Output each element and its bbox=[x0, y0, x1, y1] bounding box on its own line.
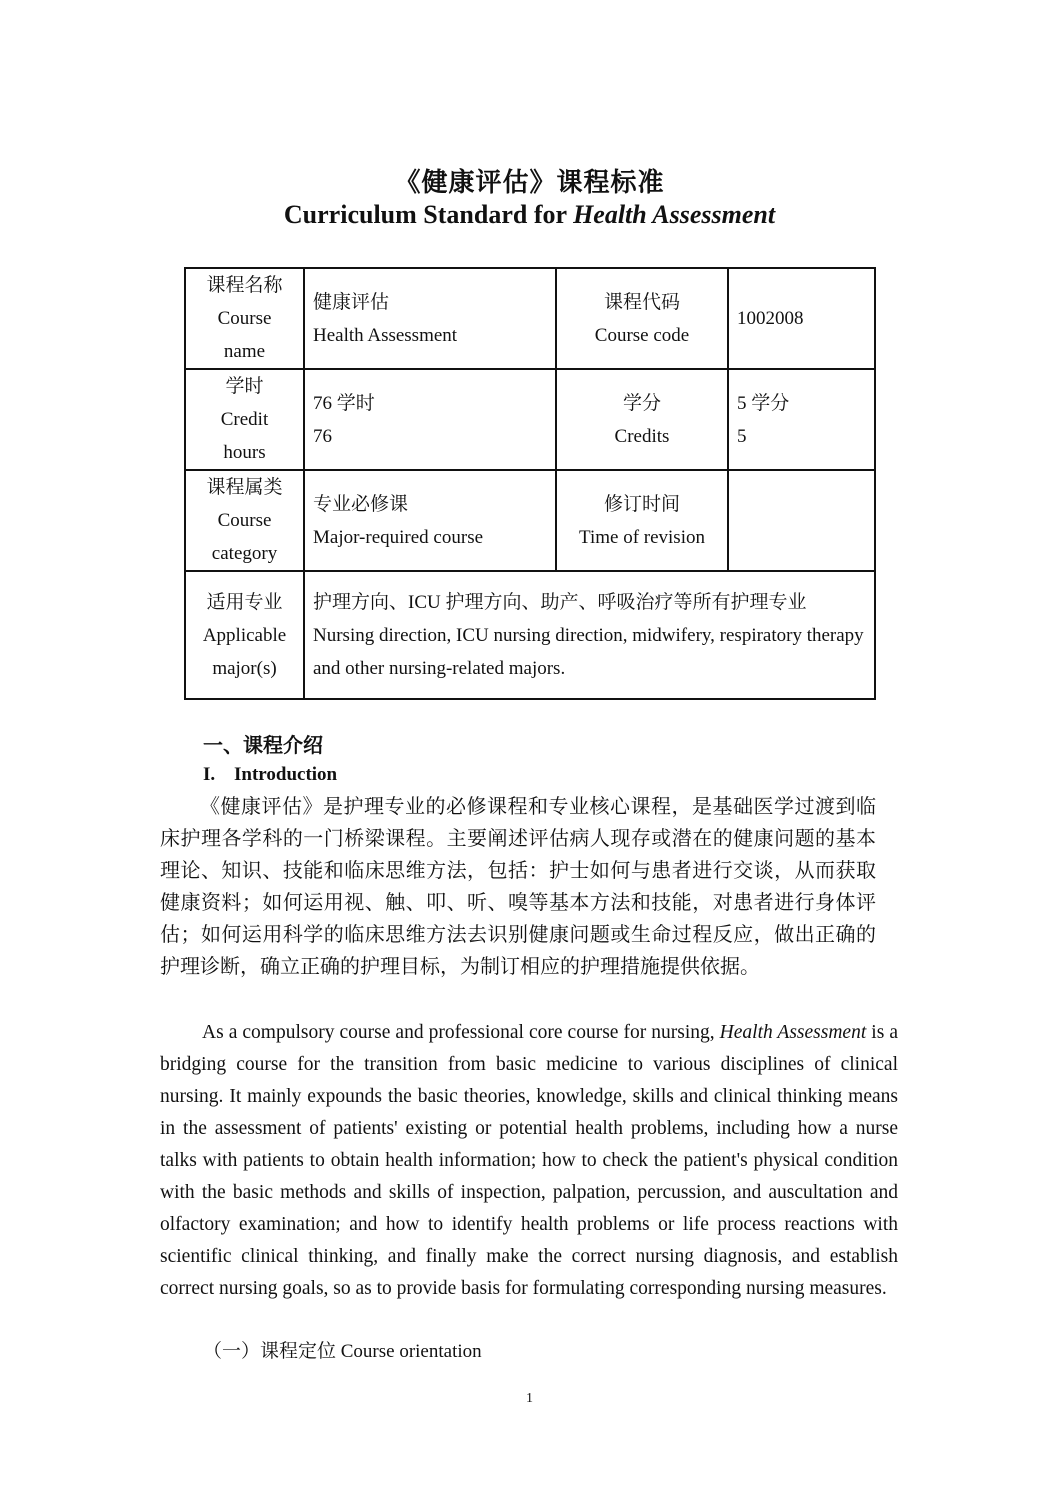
label-en-2: category bbox=[211, 543, 278, 564]
value-en: 76 bbox=[313, 425, 332, 447]
label-en-1: Course bbox=[217, 510, 272, 531]
section-heading-english bbox=[203, 764, 337, 786]
label-cn: 课程名称 bbox=[206, 275, 283, 296]
label-cn: 学时 bbox=[225, 376, 264, 397]
para-en-part-2: is a bridging course for the transition from basic medicine to various disciplines of clinical nursing. It mainly expounds the basic theories, knowledge, skills and clinical thinking means in the assessment of patients' existing or potential health problems, including how a nurse talks with patients to obtain health information; how to check the patient's physical condition with the basic methods and skills of inspection, palpation, percussion, and auscultation and olfactory examination; and how to identify health problems or life process reactions with scientific clinical thinking, and finally make the correct nursing diagnosis, and establish correct nursing goals, so as to provide basis for formulating corresponding nursing measures. bbox=[160, 1022, 898, 1299]
title-chinese: 《健康评估》课程标准 bbox=[394, 168, 665, 197]
value-cn: 护理方向、ICU 护理方向、助产、呼吸治疗等所有护理专业 bbox=[313, 591, 807, 613]
label-course-code bbox=[556, 268, 728, 369]
section-number: I. bbox=[203, 764, 216, 785]
value-cn: 76 学时 bbox=[313, 392, 375, 414]
label-cn: 课程代码 bbox=[603, 291, 680, 313]
label-cn: 适用专业 bbox=[206, 591, 283, 613]
label-cn: 课程属类 bbox=[206, 477, 283, 498]
label-en-1: Credit bbox=[220, 409, 269, 430]
title-english-prefix: Curriculum Standard for bbox=[283, 200, 574, 229]
course-info-table bbox=[184, 267, 876, 700]
value-course-category bbox=[304, 470, 556, 571]
section-heading-chinese: 一、课程介绍 bbox=[203, 735, 323, 757]
table-row-course-name bbox=[185, 268, 875, 369]
label-course-name bbox=[185, 268, 304, 369]
label-en-2: hours bbox=[223, 442, 266, 463]
table-row-applicable-majors bbox=[185, 571, 875, 699]
label-course-category bbox=[185, 470, 304, 571]
label-en: Time of revision bbox=[579, 526, 705, 548]
value-course-code: 1002008 bbox=[728, 268, 875, 369]
para-en-part-1: As a compulsory course and professional core course for nursing, bbox=[202, 1022, 720, 1043]
intro-paragraph-english bbox=[160, 1017, 898, 1305]
value-en: 5 bbox=[737, 425, 747, 447]
value-en: Health Assessment bbox=[313, 324, 458, 346]
label-en-1: Course bbox=[217, 308, 272, 329]
label-en-1: Applicable bbox=[202, 624, 287, 646]
label-cn: 修订时间 bbox=[603, 493, 680, 515]
label-time-of-revision bbox=[556, 470, 728, 571]
value-cn: 健康评估 bbox=[313, 291, 390, 313]
intro-paragraph-chinese: 《健康评估》是护理专业的必修课程和专业核心课程，是基础医学过渡到临床护理各学科的一门桥梁课程。主要阐述评估病人现存或潜在的健康问题的基本理论、知识、技能和临床思维方法，包括：护士如何与患者进行交谈，从而获取健康资料；如何运用视、触、叩、听、嗅等基本方法和技能，对患者进行身体评估；如何运用科学的临床思维方法去识别健康问题或生命过程反应，做出正确的护理诊断，确立正确的护理目标，为制订相应的护理措施提供依据。 bbox=[160, 796, 876, 978]
table-row-course-category bbox=[185, 470, 875, 571]
value-time-of-revision bbox=[728, 470, 875, 571]
value-en: Nursing direction, ICU nursing direction, midwifery, respiratory therapy and other nursing-related majors. bbox=[313, 624, 864, 679]
label-applicable-majors bbox=[185, 571, 304, 699]
value-en: Major-required course bbox=[313, 526, 484, 548]
label-en: Credits bbox=[614, 425, 670, 447]
value-cn: 5 学分 bbox=[737, 392, 790, 414]
value-credits bbox=[728, 369, 875, 470]
label-credit-hours bbox=[185, 369, 304, 470]
page-number: 1 bbox=[526, 1391, 533, 1406]
table-row-credit-hours bbox=[185, 369, 875, 470]
section-title: Introduction bbox=[234, 764, 338, 785]
value-course-name bbox=[304, 268, 556, 369]
value-applicable-majors bbox=[304, 571, 875, 699]
title-english bbox=[0, 200, 1059, 230]
value-cn: 专业必修课 bbox=[313, 493, 409, 515]
label-en: Course code bbox=[594, 324, 690, 346]
label-en-2: name bbox=[223, 341, 266, 362]
label-credits bbox=[556, 369, 728, 470]
label-cn: 学分 bbox=[622, 392, 661, 414]
title-english-italic: Health Assessment bbox=[573, 200, 776, 229]
label-en-2: major(s) bbox=[212, 657, 277, 679]
value-credit-hours bbox=[304, 369, 556, 470]
para-en-italic: Health Assessment bbox=[719, 1022, 867, 1043]
subheading-course-orientation: （一）课程定位 Course orientation bbox=[203, 1341, 482, 1362]
